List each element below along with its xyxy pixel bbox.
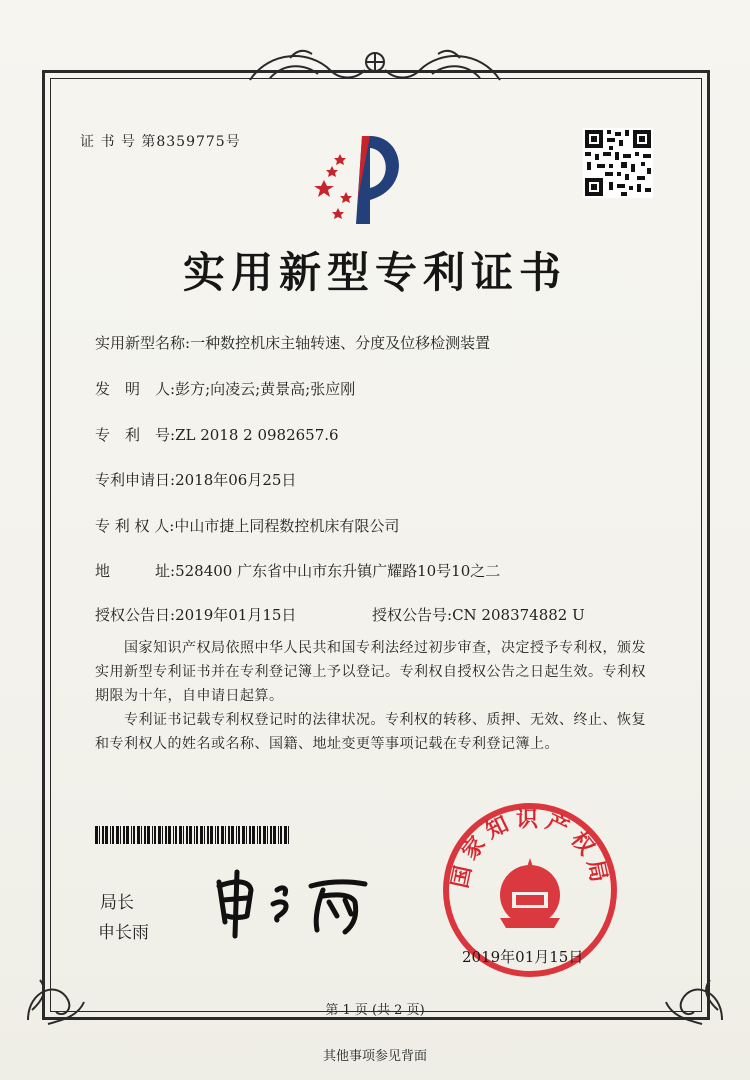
page-number: 第 1 页 (共 2 页) [325, 1003, 425, 1018]
inventor-value: 彭方;向凌云;黄景高;张应刚 [175, 380, 356, 398]
patentee-field [95, 515, 399, 536]
grant-date-field [95, 604, 296, 625]
filing-date-value: 2018年06月25日 [175, 471, 297, 489]
seal-text: 国家知识产权局 [446, 806, 614, 891]
barcode [95, 826, 293, 844]
certificate-number: 证 书 号 第8359775号 [80, 134, 241, 150]
patentee-label: 专 利 权 人: [95, 517, 175, 535]
certificate-title: 实用新型专利证书 [182, 248, 567, 297]
utility-model-name-value: 一种数控机床主轴转速、分度及位移检测装置 [190, 334, 491, 352]
qr-code [583, 128, 653, 198]
address-field [95, 560, 500, 581]
grant-date-label: 授权公告日: [95, 606, 176, 624]
patent-number-label: 专 利 号: [95, 426, 176, 444]
bottom-left-ornament [18, 950, 98, 1030]
director-name: 申长雨 [98, 923, 149, 943]
patentee-value: 中山市捷上同程数控机床有限公司 [174, 517, 400, 535]
seal-date: 2019年01月15日 [462, 948, 584, 966]
footer-note: 其他事项参见背面 [322, 1049, 427, 1064]
utility-model-name-label: 实用新型名称: [95, 334, 191, 352]
patent-number-field [95, 424, 339, 445]
utility-model-name-field [95, 332, 490, 353]
inventor-field [95, 378, 355, 399]
grant-number-label: 授权公告号: [372, 606, 453, 624]
filing-date-label: 专利申请日: [95, 471, 176, 489]
grant-number-field [372, 604, 585, 625]
grant-paragraph: 国家知识产权局依照中华人民共和国专利法经过初步审查，决定授予专利权，颁发实用新型专利证书并在专利登记簿上予以登记。专利权自授权公告之日起生效。专利权期限为十年，自申请日起算。 [95, 640, 646, 704]
inventor-label: 发 明 人: [95, 380, 176, 398]
grant-number-value: CN 208374882 U [452, 606, 585, 624]
patent-number-value: ZL 2018 2 0982657.6 [175, 426, 339, 444]
patent-office-logo [310, 128, 420, 228]
legal-status-paragraph: 专利证书记载专利权登记时的法律状况。专利权的转移、质押、无效、终止、恢复和专利权人的姓名或名称、国籍、地址变更等事项记载在专利登记簿上。 [95, 712, 646, 752]
filing-date-field [95, 469, 296, 490]
director-title: 局长 [100, 893, 134, 913]
address-value: 528400 广东省中山市东升镇广耀路10号10之二 [175, 562, 501, 580]
director-signature [205, 860, 385, 940]
top-ornament [230, 40, 520, 90]
address-label: 地 址: [95, 562, 176, 580]
grant-date-value: 2019年01月15日 [175, 606, 297, 624]
bottom-right-ornament [652, 950, 732, 1030]
